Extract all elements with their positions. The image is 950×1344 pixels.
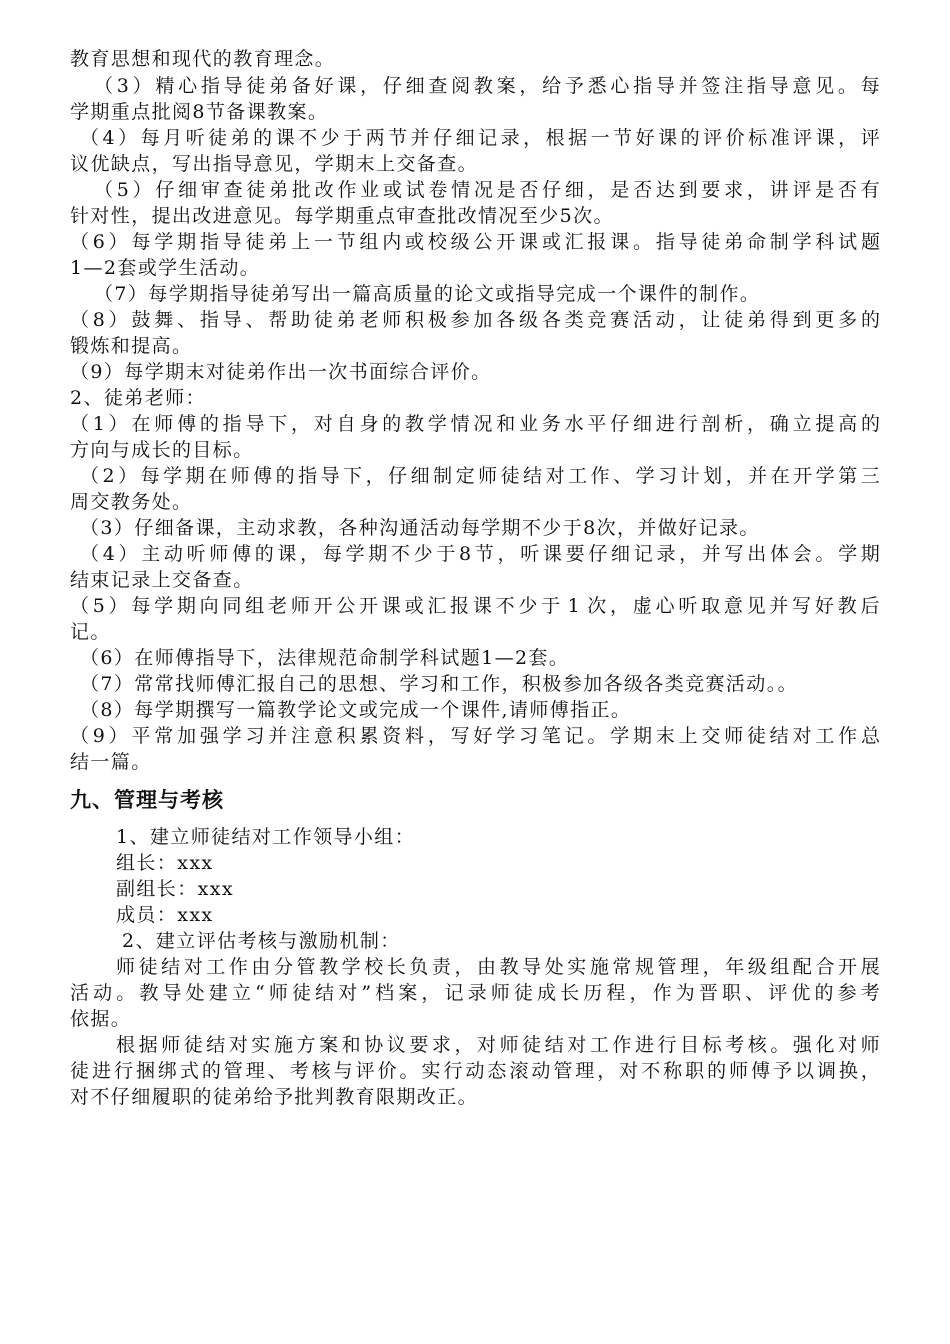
text-line: 锻炼和提高。 (70, 335, 193, 357)
text-line: （9）每学期末对徒弟作出一次书面综合评价。 (70, 361, 492, 383)
text-line: 周交教务处。 (70, 491, 193, 513)
text-line: （8）每学期撰写一篇教学论文或完成一个课件,请师傅指正。 (80, 699, 632, 721)
text-line: （7）每学期指导徒弟写出一篇高质量的论文或指导完成一个课件的制作。 (94, 283, 761, 305)
text-line: （ 1 ） 在 师 傅 的 指 导 下 ， 对 自 身 的 教 学 情 况 和 业 务 水 平 仔 细 进 行 剖 析 ， 确 立 提 高 的 (70, 413, 880, 435)
text-line: （ 8 ） 鼓 舞 、 指 导 、 帮 助 徒 弟 老 师 积 极 参 加 各 级 各 类 竞 赛 活 动 ， 让 徒 弟 得 到 更 多 的 (70, 309, 880, 331)
text-line: （6）在师傅指导下，法律规范命制学科试题1—2套。 (80, 647, 570, 669)
text-line: （ 4 ） 每 月 听 徒 弟 的 课 不 少 于 两 节 并 仔 细 记 录 ， 根 据 一 节 好 课 的 评 价 标 准 评 课 ， 评 (80, 127, 880, 149)
text-line: 徒 进 行 捆 绑 式 的 管 理 、 考 核 与 评 价 。 实 行 动 态 滚 动 管 理 ， 对 不 称 职 的 师 傅 予 以 调 换 ， (70, 1060, 880, 1082)
text-line: 依据。 (70, 1008, 132, 1030)
text-line: （ 9 ） 平 常 加 强 学 习 并 注 意 积 累 资 料 ， 写 好 学 习 笔 记 。 学 期 末 上 交 师 徒 结 对 工 作 总 (70, 725, 880, 747)
text-line: 记。 (70, 621, 111, 643)
text-line: （3）仔细备课，主动求教，各种沟通活动每学期不少于8次，并做好记录。 (80, 517, 760, 539)
text-line: 组长：xxx (116, 852, 214, 874)
text-line: 结束记录上交备查。 (70, 569, 254, 591)
text-line: 1—2套或学生活动。 (70, 257, 261, 279)
text-line: 结一篇。 (70, 751, 152, 773)
text-line: （ 3 ） 精 心 指 导 徒 弟 备 好 课 ， 仔 细 查 阅 教 案 ， 给 予 悉 心 指 导 并 签 注 指 导 意 见 。 每 (94, 75, 880, 97)
text-line: 1、建立师徒结对工作领导小组： (116, 826, 416, 848)
text-line: 副组长：xxx (116, 878, 234, 900)
text-line: 议优缺点，写出指导意见，学期末上交备查。 (70, 153, 479, 175)
text-line: （ 4 ） 主 动 听 师 傅 的 课 ， 每 学 期 不 少 于 8 节 ， 听 课 要 仔 细 记 录 ， 并 写 出 体 会 。 学 期 (80, 543, 880, 565)
text-line: （7）常常找师傅汇报自己的思想、学习和工作，积极参加各级各类竞赛活动。。 (80, 673, 798, 695)
text-line: 对不仔细履职的徒弟给予批判教育限期改正。 (70, 1086, 479, 1108)
text-line: （ 2 ） 每 学 期 在 师 傅 的 指 导 下 ， 仔 细 制 定 师 徒 结 对 工 作 、 学 习 计 划 ， 并 在 开 学 第 三 (80, 465, 880, 487)
text-line: 2、建立评估考核与激励机制： (122, 930, 401, 952)
text-line: 根 据 师 徒 结 对 实 施 方 案 和 协 议 要 求 ， 对 师 徒 结 对 工 作 进 行 目 标 考 核 。 强 化 对 师 (116, 1034, 880, 1056)
text-line: 教育思想和现代的教育理念。 (70, 48, 336, 70)
text-line: 学期重点批阅8节备课教案。 (70, 101, 329, 123)
text-line: （ 6 ） 每 学 期 指 导 徒 弟 上 一 节 组 内 或 校 级 公 开 课 或 汇 报 课 。 指 导 徒 弟 命 制 学 科 试 题 (70, 231, 880, 253)
section-heading: 九、管理与考核 (70, 788, 224, 812)
text-line: （ 5 ） 仔 细 审 查 徒 弟 批 改 作 业 或 试 卷 情 况 是 否 仔 细 ， 是 否 达 到 要 求 ， 讲 评 是 否 有 (94, 179, 880, 201)
text-line: 活 动 。 教 导 处 建 立 “ 师 徒 结 对 ” 档 案 ， 记 录 师 徒 成 长 历 程 ， 作 为 晋 职 、 评 优 的 参 考 (70, 982, 880, 1004)
text-line: （ 5 ） 每 学 期 向 同 组 老 师 开 公 开 课 或 汇 报 课 不 少 于 1 次 ， 虚 心 听 取 意 见 并 写 好 教 后 (70, 595, 880, 617)
text-line: 师 徒 结 对 工 作 由 分 管 教 学 校 长 负 责 ， 由 教 导 处 实 施 常 规 管 理 ， 年 级 组 配 合 开 展 (116, 956, 880, 978)
text-line: 成员：xxx (116, 904, 214, 926)
text-line: 方向与成长的目标。 (70, 439, 254, 461)
text-line: 针对性，提出改进意见。每学期重点审查批改情况至少5次。 (70, 205, 614, 227)
text-line: 2、徒弟老师： (70, 387, 206, 409)
